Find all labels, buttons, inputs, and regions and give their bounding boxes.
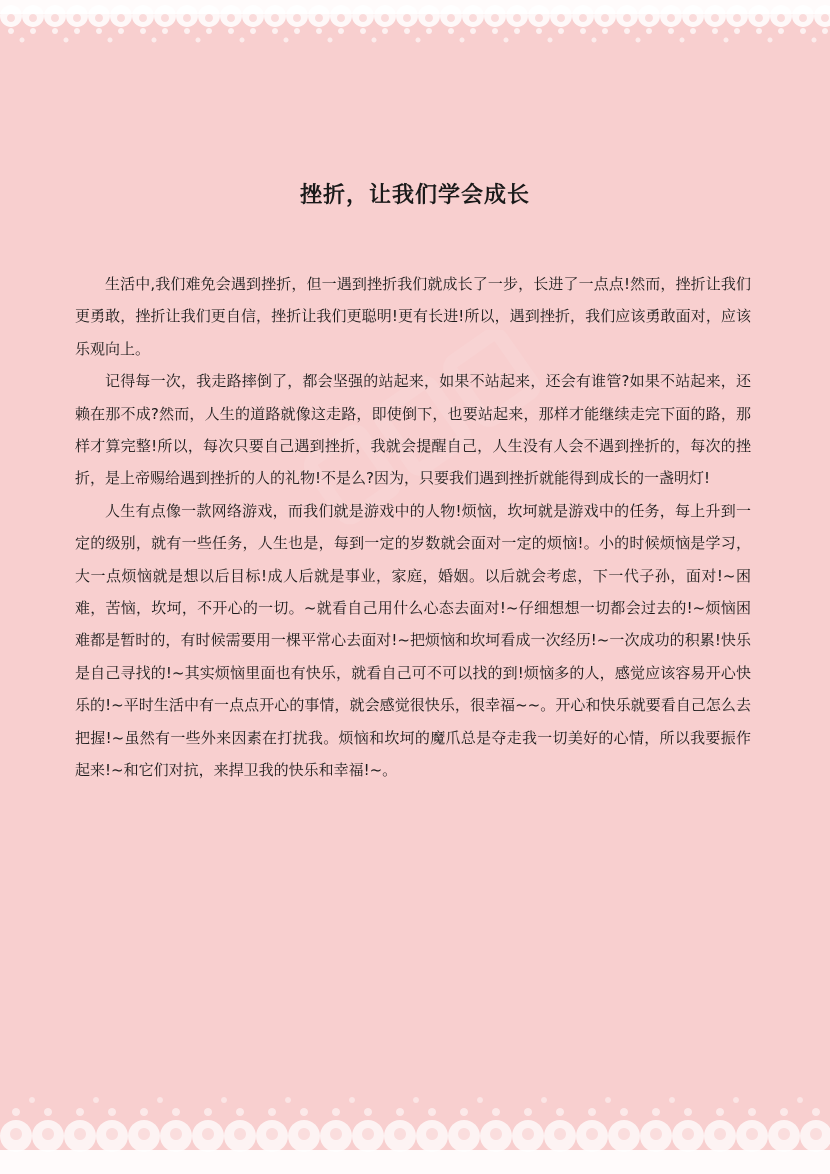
paragraph-2: 记得每一次，我走路摔倒了，都会坚强的站起来，如果不站起来，还会有谁管?如果不站起来，还赖在那不成?然而，人生的道路就像这走路，即使倒下，也要站起来，那样才能继续走完下面的路，那样才算完整!所以，每次只要自己遇到挫折，我就会提醒自己，人生没有人会不遇到挫折的，每次的挫折，是上帝赐给遇到挫折的人的礼物!不是么?因为，只要我们遇到挫折就能得到成长的一盏明灯! (75, 372, 751, 488)
paragraph-3: 人生有点像一款网络游戏，而我们就是游戏中的人物!烦恼，坎坷就是游戏中的任务，每上升到一定的级别，就有一些任务，人生也是，每到一定的岁数就会面对一定的烦恼!。小的时候烦恼是学习，大一点烦恼就是想以后目标!成人后就是事业，家庭，婚姻。以后就会考虑，下一代子孙，面对!~困难，苦恼，坎坷，不开心的一切。~就看自己用什么心态去面对!~仔细想想一切都会过去的!~烦恼困难都是暂时的，有时候需要用一棵平常心去面对!~把烦恼和坎坷看成一次经历!~一次成功的积累!快乐是自己寻找的!~其实烦恼里面也有快乐，就看自己可不可以找的到!烦恼多的人，感觉应该容易开心快乐的!~平时生活中有一点点开心的事情，就会感觉很快乐，很幸福~~。开心和快乐就要看自己怎么去把握!~虽然有一些外来因素在打扰我。烦恼和坎坷的魔爪总是夺走我一切美好的心情，所以我要振作起来!~和它们对抗，来捍卫我的快乐和幸福!~。 (75, 501, 751, 780)
paragraph-1: 生活中,我们难免会遇到挫折，但一遇到挫折我们就成长了一步，长进了一点点!然而，挫折让我们更勇敢，挫折让我们更自信，挫折让我们更聪明!更有长进!所以，遇到挫折，我们应该勇敢面对，应该乐观向上。 (75, 275, 751, 358)
document-title: 挫折，让我们学会成长 (299, 183, 530, 208)
top-lace-border (0, 0, 830, 56)
document-body (75, 268, 751, 787)
bottom-lace-border (0, 1014, 830, 1174)
